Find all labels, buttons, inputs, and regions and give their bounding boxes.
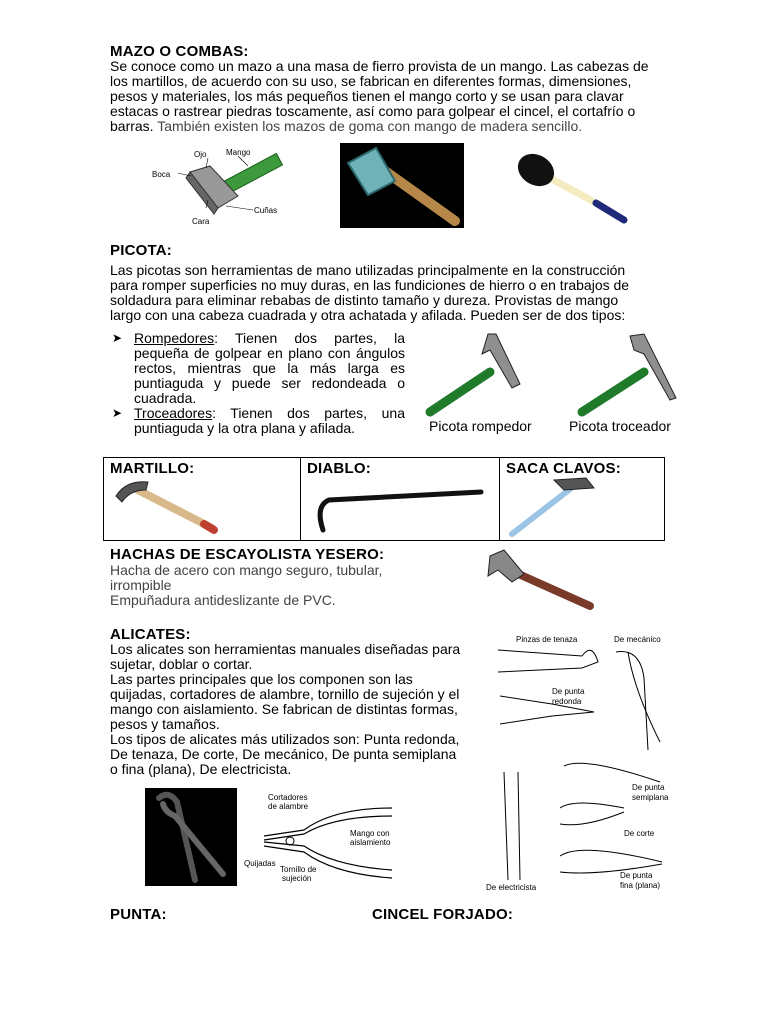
label-tipo-redonda: De punta xyxy=(552,687,585,696)
martillo-image xyxy=(112,476,222,538)
label-quijadas: Quijadas xyxy=(244,859,276,868)
label-cara: Cara xyxy=(192,217,210,226)
label-cortadores: Cortadores xyxy=(268,793,308,802)
alicates-paragraph: Los alicates son herramientas manuales diseñadas para sujetar, doblar o cortar. Las partes principales que los componen son las quijadas, cortadores de alambre, tornillo de sujeción y el mango con aislamiento. Se fabrican de distintas formas, pesos y tamaños. Los tipos de alicates más utilizados son: Punta redonda, De tenaza, De corte, De mecánico, De punta semiplana o fina (plana), De electricista. xyxy=(110,641,461,777)
picota-rompedor-image xyxy=(424,332,522,418)
label-saca-clavos: SACA CLAVOS: xyxy=(506,460,621,477)
label-tipo-semiplana: De punta xyxy=(632,783,665,792)
label-tipo-redonda-2: redonda xyxy=(552,697,582,706)
list-item: ➤ Troceadores: Tienen dos partes, una puntiaguda y la otra plana y afilada. xyxy=(112,405,405,436)
tools-table xyxy=(103,457,665,541)
section-title-alicates: ALICATES: xyxy=(110,626,191,643)
label-tipo-mecanico: De mecánico xyxy=(614,635,661,644)
table-cell-diablo xyxy=(301,458,500,541)
hachas-paragraph: Hacha de acero con mango seguro, tubular, irrompible Empuñadura antideslizante de PVC. xyxy=(110,562,383,608)
section-title-hachas: HACHAS DE ESCAYOLISTA YESERO: xyxy=(110,546,385,563)
sledgehammer-image xyxy=(340,143,464,228)
label-cortadores-2: de alambre xyxy=(268,802,309,811)
section-title-cincel: CINCEL FORJADO: xyxy=(372,906,514,923)
picota-paragraph: Las picotas son herramientas de mano utilizadas principalmente en la construcción para romper superficies no muy duras, en las fundiciones de hierro o en trabajos de soldadura para eliminar rebabas de distinto tamaño y dureza. Provistas de mango largo con una cabeza cuadrada y otra achatada y afilada. Pueden ser de dos tipos: xyxy=(110,262,630,323)
mazo-paragraph: Se conoce como un mazo a una masa de fierro provista de un mango. Las cabezas de los martillos, de acuerdo con su uso, se fabrican en diferentes formas, dimensiones, pesos y materiales, los más pequeños tienen el mango corto y se usan para clavar estacas o rastrear piedras toscamente, así como para golpear el cincel, el cortafrío o barras. También existen los mazos de goma con mango de madera sencillo. xyxy=(110,58,649,134)
caption-picota-rompedor: Picota rompedor xyxy=(429,418,532,434)
diablo-image xyxy=(309,486,489,536)
mazo-diagram xyxy=(148,146,298,226)
caption-picota-troceador: Picota troceador xyxy=(569,418,671,434)
label-tipo-tenaza: Pinzas de tenaza xyxy=(516,635,578,644)
table-cell-martillo xyxy=(104,458,301,541)
label-tipo-corte: De corte xyxy=(624,829,655,838)
label-ojo: Ojo xyxy=(194,150,207,159)
saca-clavos-image xyxy=(504,476,604,538)
label-boca: Boca xyxy=(152,170,171,179)
table-cell-saca-clavos xyxy=(500,458,665,541)
rubber-mallet-image xyxy=(512,146,630,226)
tenaza-photo-image xyxy=(145,788,237,886)
label-diablo: DIABLO: xyxy=(307,460,371,477)
section-title-mazo: MAZO O COMBAS: xyxy=(110,43,249,60)
label-tornillo: Tornillo de xyxy=(280,865,317,874)
label-tornillo-2: sujeción xyxy=(282,874,312,883)
label-martillo: MARTILLO: xyxy=(110,460,195,477)
list-item: ➤ Rompedores: Tienen dos partes, la pequeña de golpear en plano con ángulos rectos, mientras que la más larga es puntiaguda y puede ser redondeada o cuadrada. xyxy=(112,330,405,406)
label-tipo-electricista: De electricista xyxy=(486,883,537,892)
label-cunas: Cuñas xyxy=(254,206,278,215)
label-mango: Mango xyxy=(226,148,251,157)
label-tipo-semiplana-2: semiplana xyxy=(632,793,669,802)
label-tipo-fina: De punta xyxy=(620,871,653,880)
section-title-picota: PICOTA: xyxy=(110,242,172,259)
section-title-punta: PUNTA: xyxy=(110,906,167,923)
picota-types-list xyxy=(110,331,405,436)
hacha-yesero-image xyxy=(484,548,596,614)
label-tipo-fina-2: fina (plana) xyxy=(620,881,661,890)
label-mango-aislamiento-2: aislamiento xyxy=(350,838,391,847)
alicates-types-diagram xyxy=(484,632,684,896)
alicates-parts-diagram xyxy=(244,790,394,890)
label-mango-aislamiento: Mango con xyxy=(350,829,390,838)
arrow-bullet-icon: ➤ xyxy=(112,406,123,420)
picota-troceador-image xyxy=(576,332,680,418)
arrow-bullet-icon: ➤ xyxy=(112,331,123,345)
